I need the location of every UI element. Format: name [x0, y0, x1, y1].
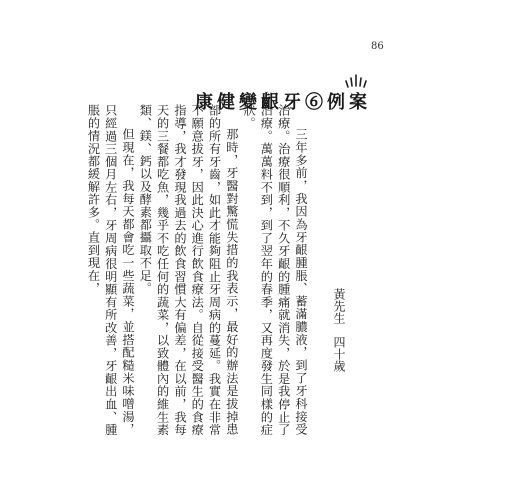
sunburst-accent-icon: [345, 72, 367, 90]
body-text: [86, 104, 309, 436]
author-byline: 黃先生 四十歲: [332, 288, 346, 372]
paragraph: 但現在，我每天都會吃一些蔬菜，並搭配糙米味噌湯，只經過三個月左右，牙周病很明顯有所改善，牙齦出血、腫脹的情況都緩解許多。直到現在，: [86, 104, 136, 436]
case-title: 案例⑥牙齦變健康: [192, 92, 367, 111]
paragraph: 三年多前，我因為牙齦腫脹、蓄滿膿液，到了牙科接受治療。治療很順利，不久牙齦的腫痛就消失，於是我停止了治療。萬萬料不到，到了翌年的春季，又再度發生同樣的症狀。: [242, 104, 308, 436]
page-number: 86: [371, 41, 384, 52]
paragraph: 那時，牙醫對驚慌失措的我表示，最好的辦法是拔掉患部的所有牙齒，如此才能夠阻止牙周病的蔓延。我實在非常不願意拔牙，因此決心進行飲食療法。自從接受醫生的食療指導，我才發現我過去的飲食習慣大有偏差，在以前，我每天的三餐都吃魚，幾乎不吃任何的蔬菜，以致體內的維生素類、鎂、鈣以及酵素都攝取不足。: [138, 104, 239, 436]
